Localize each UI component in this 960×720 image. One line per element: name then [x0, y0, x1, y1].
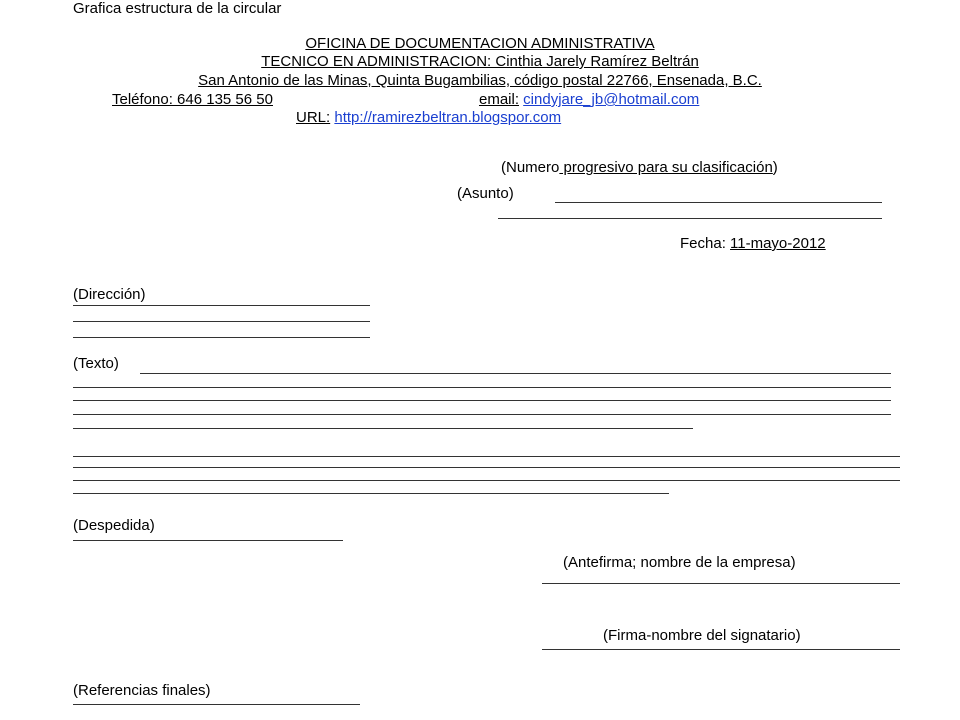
- url-label: URL:: [296, 109, 331, 126]
- text-line-6: [73, 456, 900, 457]
- office-address: San Antonio de las Minas, Quinta Bugambilias, código postal 22766, Ensenada, B.C.: [198, 72, 762, 89]
- subject-line-2: [498, 218, 882, 219]
- text-line-5: [73, 428, 693, 429]
- antefirma-label: (Antefirma; nombre de la empresa): [563, 554, 796, 571]
- text-line-9: [73, 493, 669, 494]
- references-line: [73, 704, 360, 705]
- url-link[interactable]: http://ramirezbeltran.blogspor.com: [334, 109, 562, 126]
- progressive-number-label: progresivo para su clasificación: [559, 159, 773, 176]
- progressive-number-close: ): [772, 159, 778, 176]
- phone-number: Teléfono: 646 135 56 50: [112, 91, 273, 108]
- date-value: 11-mayo-2012: [730, 235, 826, 252]
- contact-line: [112, 91, 699, 109]
- text-line-7: [73, 467, 900, 468]
- signature-line: [542, 649, 900, 650]
- contact-spacer: [273, 91, 479, 109]
- email-link[interactable]: cindyjare_jb@hotmail.com: [523, 91, 700, 108]
- address-line-1: [73, 305, 370, 306]
- text-line-3: [73, 400, 891, 401]
- progressive-number-open: (Numero: [501, 159, 560, 176]
- subject-label: (Asunto): [457, 185, 514, 202]
- text-label: (Texto): [73, 355, 119, 372]
- antefirma-line: [542, 583, 900, 584]
- text-line-1: [140, 373, 891, 374]
- farewell-label: (Despedida): [73, 517, 155, 534]
- progressive-number-field: [501, 159, 778, 177]
- date-field: [680, 235, 826, 253]
- office-name: OFICINA DE DOCUMENTACION ADMINISTRATIVA: [305, 35, 655, 52]
- text-line-4: [73, 414, 891, 415]
- text-line-8: [73, 480, 900, 481]
- signature-label: (Firma-nombre del signatario): [603, 627, 801, 644]
- email-label: email:: [478, 91, 519, 108]
- address-line-3: [73, 337, 370, 338]
- date-label: Fecha:: [680, 235, 726, 252]
- document-title: Grafica estructura de la circular: [73, 0, 282, 17]
- url-line: [296, 109, 561, 127]
- address-line-2: [73, 321, 370, 322]
- farewell-line: [73, 540, 343, 541]
- address-label: (Dirección): [73, 286, 146, 303]
- technician-name: TECNICO EN ADMINISTRACION: Cinthia Jarely Ramírez Beltrán: [261, 53, 699, 70]
- text-line-2: [73, 387, 891, 388]
- references-label: (Referencias finales): [73, 682, 211, 699]
- subject-line-1: [555, 202, 882, 203]
